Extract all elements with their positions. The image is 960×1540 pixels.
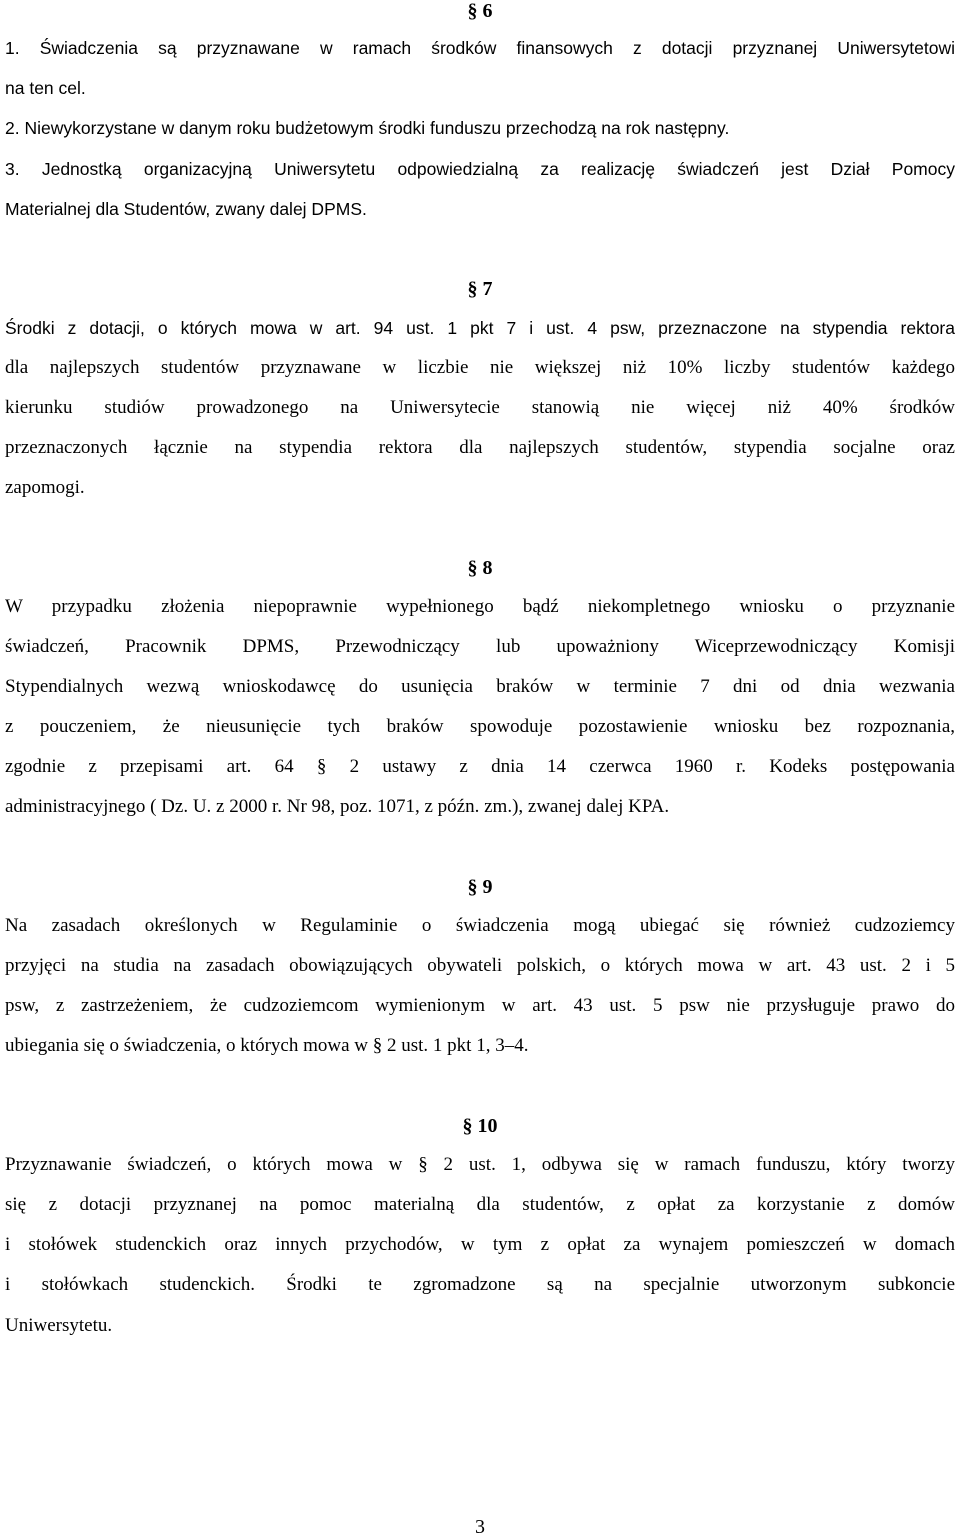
section-9-line-4: ubiegania się o świadczenia, o których mowa w § 2 ust. 1 pkt 1, 3–4. — [5, 1035, 529, 1056]
section-10-line-2: się z dotacji przyznanej na pomoc materialną dla studentów, z opłat za korzystanie z domów — [5, 1194, 955, 1215]
section-6-line-2: na ten cel. — [5, 78, 86, 98]
section-9-line-2: przyjęci na studia na zasadach obowiązujących obywateli polskich, o których mowa w art. 43 ust. 2 i 5 — [5, 955, 955, 976]
section-10-line-4: i stołówkach studenckich. Środki te zgromadzone są na specjalnie utworzonym subkoncie — [5, 1274, 955, 1295]
section-9-line-1: Na zasadach określonych w Regulaminie o świadczenia mogą ubiegać się również cudzoziemcy — [5, 915, 955, 936]
section-7-line-3: kierunku studiów prowadzonego na Uniwersytecie stanowią nie więcej niż 40% środków — [5, 397, 955, 418]
section-7-line-5: zapomogi. — [5, 477, 85, 498]
section-10-line-1: Przyznawanie świadczeń, o których mowa w § 2 ust. 1, odbywa się w ramach funduszu, który tworzy — [5, 1154, 955, 1175]
section-7-line-1: Środki z dotacji, o których mowa w art. 94 ust. 1 pkt 7 i ust. 4 psw, przeznaczone na stypendia rektora — [5, 318, 955, 338]
section-8-heading: § 8 — [467, 557, 493, 579]
section-8-line-5: zgodnie z przepisami art. 64 § 2 ustawy z dnia 14 czerwca 1960 r. Kodeks postępowania — [5, 756, 955, 777]
section-6-line-3: 2. Niewykorzystane w danym roku budżetowym środki funduszu przechodzą na rok następny. — [5, 118, 730, 138]
section-7-heading: § 7 — [467, 278, 493, 300]
section-7-line-2: dla najlepszych studentów przyznawane w liczbie nie większej niż 10% liczby studentów każdego — [5, 357, 955, 378]
section-10-line-3: i stołówek studenckich oraz innych przychodów, w tym z opłat za wynajem pomieszczeń w domach — [5, 1234, 955, 1255]
section-8-line-3: Stypendialnych wezwą wnioskodawcę do usunięcia braków w terminie 7 dni od dnia wezwania — [5, 676, 955, 697]
section-6-line-5: Materialnej dla Studentów, zwany dalej DPMS. — [5, 199, 367, 219]
section-10-line-5: Uniwersytetu. — [5, 1315, 113, 1336]
section-6-line-4: 3. Jednostką organizacyjną Uniwersytetu odpowiedzialną za realizację świadczeń jest Dział Pomocy — [5, 159, 955, 179]
section-8-line-4: z pouczeniem, że nieusunięcie tych braków spowoduje pozostawienie wniosku bez rozpoznania, — [5, 716, 955, 737]
section-6-line-1: 1. Świadczenia są przyznawane w ramach środków finansowych z dotacji przyznanej Uniwersytetowi — [5, 38, 955, 58]
section-8-line-6: administracyjnego ( Dz. U. z 2000 r. Nr 98, poz. 1071, z późn. zm.), zwanej dalej KPA. — [5, 796, 670, 817]
section-9-line-3: psw, z zastrzeżeniem, że cudzoziemcom wymienionym w art. 43 ust. 5 psw nie przysługuje prawo do — [5, 995, 955, 1016]
page-number: 3 — [475, 1516, 485, 1538]
section-6-heading: § 6 — [467, 0, 493, 22]
section-7-line-4: przeznaczonych łącznie na stypendia rektora dla najlepszych studentów, stypendia socjalne oraz — [5, 437, 955, 458]
section-8-line-1: W przypadku złożenia niepoprawnie wypełnionego bądź niekompletnego wniosku o przyznanie — [5, 596, 955, 617]
section-10-heading: § 10 — [462, 1115, 498, 1137]
section-9-heading: § 9 — [467, 876, 493, 898]
section-8-line-2: świadczeń, Pracownik DPMS, Przewodniczący lub upoważniony Wiceprzewodniczący Komisji — [5, 636, 955, 657]
